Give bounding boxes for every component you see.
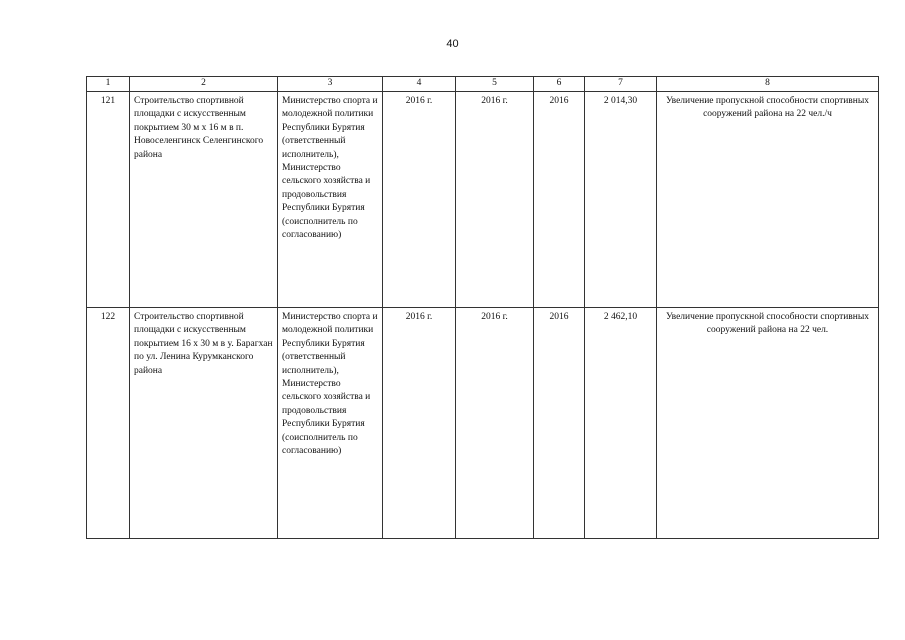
program-table [86,76,879,539]
year-cell: 2016 [534,308,585,539]
result-cell: Увеличение пропускной способности спортивных сооружений района на 22 чел./ч [657,92,879,308]
measure-name-cell: Строительство спортивной площадки с искусственным покрытием 16 х 30 м в у. Барагхан по ул. Ленина Курумканского района [130,308,278,539]
result-cell: Увеличение пропускной способности спортивных сооружений района на 22 чел. [657,308,879,539]
header-cell-3: 3 [278,77,383,92]
table-row [87,308,879,539]
year-cell: 2016 [534,92,585,308]
executor-cell: Министерство спорта и молодежной политики Республики Бурятия (ответственный исполнитель), Министерство сельского хозяйства и продовольствия Республики Бурятия (соисполнитель по согласованию) [278,92,383,308]
measure-name-cell: Строительство спортивной площадки с искусственным покрытием 30 м х 16 м в п. Новоселенгинск Селенгинского района [130,92,278,308]
header-cell-1: 1 [87,77,130,92]
amount-cell: 2 462,10 [585,308,657,539]
executor-cell: Министерство спорта и молодежной политики Республики Бурятия (ответственный исполнитель), Министерство сельского хозяйства и продовольствия Республики Бурятия (соисполнитель по согласованию) [278,308,383,539]
amount-cell: 2 014,30 [585,92,657,308]
header-cell-7: 7 [585,77,657,92]
page-number: 40 [446,38,459,50]
table-row [87,92,879,308]
header-cell-4: 4 [383,77,456,92]
header-cell-2: 2 [130,77,278,92]
table-header-row [87,77,879,92]
header-cell-5: 5 [456,77,534,92]
end-date-cell: 2016 г. [456,308,534,539]
start-date-cell: 2016 г. [383,92,456,308]
row-number-cell: 122 [87,308,130,539]
header-cell-8: 8 [657,77,879,92]
end-date-cell: 2016 г. [456,92,534,308]
start-date-cell: 2016 г. [383,308,456,539]
header-cell-6: 6 [534,77,585,92]
row-number-cell: 121 [87,92,130,308]
